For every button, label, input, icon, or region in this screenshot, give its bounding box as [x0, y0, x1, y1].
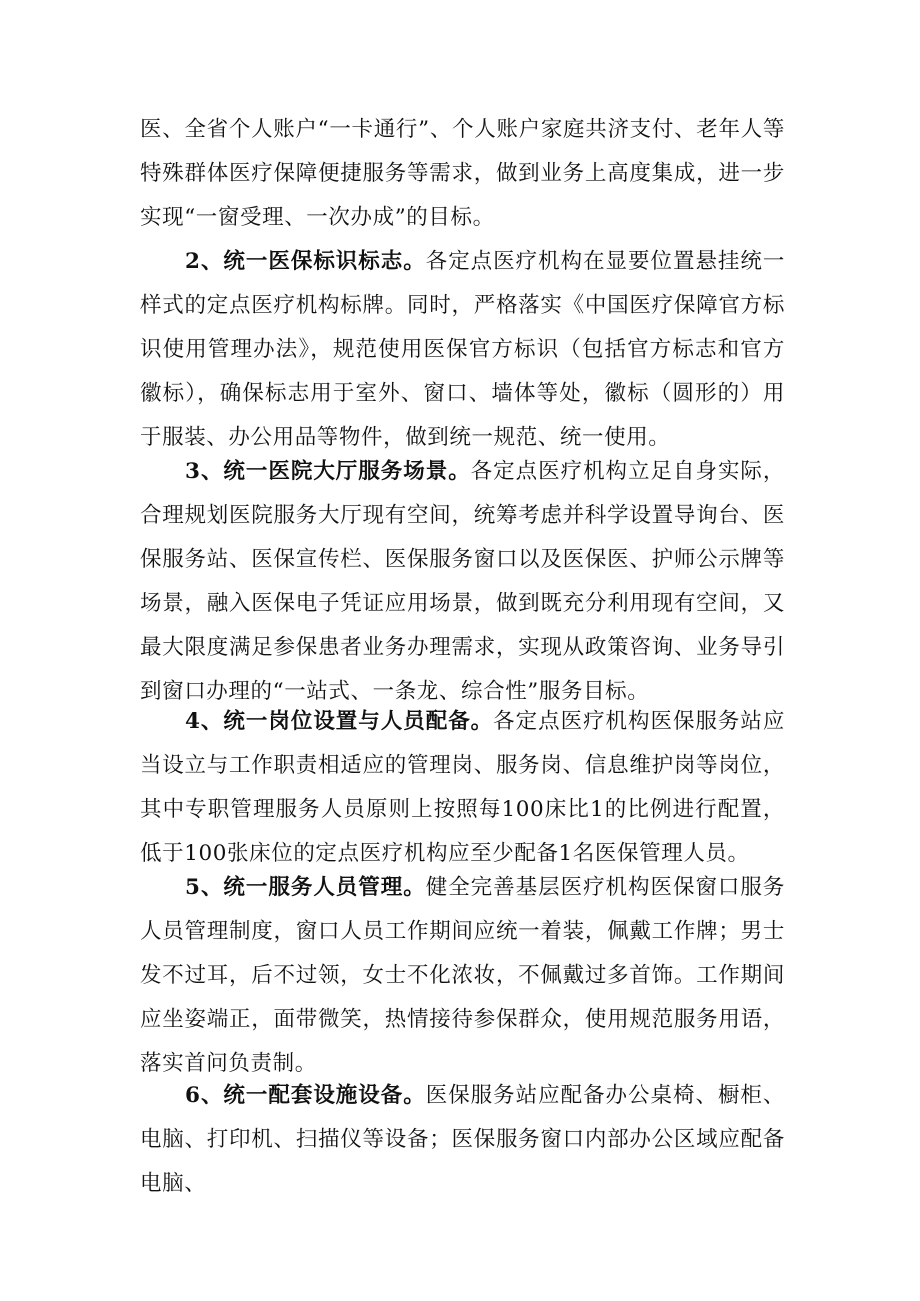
paragraph-item-4 [140, 700, 785, 876]
paragraph-item-5 [140, 866, 785, 1086]
paragraph-heading: 2、统一医保标识标志。 [185, 249, 426, 274]
paragraph-text: 各定点医疗机构立足自身实际，合理规划医院服务大厅现有空间，统筹考虑并科学设置导询台、医保服务站、医保宣传栏、医保服务窗口以及医保医、护师公示牌等场景，融入医保电子凭证应用场景，做到既充分利用现有空间，又最大限度满足参保患者业务办理需求，实现从政策咨询、业务导引到窗口办理的“一站式、一条龙、综合性”服务目标。 [140, 459, 786, 704]
paragraph-continuation [140, 108, 785, 240]
paragraph-heading: 6、统一配套设施设备。 [185, 1083, 426, 1108]
paragraph-heading: 5、统一服务人员管理。 [185, 875, 426, 900]
paragraph-text: 医、全省个人账户“一卡通行”、个人账户家庭共济支付、老年人等特殊群体医疗保障便捷服务等需求，做到业务上高度集成，进一步实现“一窗受理、一次办成”的目标。 [140, 117, 785, 230]
paragraph-text: 医保服务站应配备办公桌椅、橱柜、电脑、打印机、扫描仪等设备；医保服务窗口内部办公区域应配备电脑、 [140, 1083, 785, 1196]
paragraph-item-3 [140, 450, 785, 714]
paragraph-heading: 3、统一医院大厅服务场景。 [185, 459, 471, 484]
paragraph-heading: 4、统一岗位设置与人员配备。 [185, 709, 494, 734]
paragraph-text: 各定点医疗机构在显要位置悬挂统一样式的定点医疗机构标牌。同时，严格落实《中国医疗保障官方标识使用管理办法》，规范使用医保官方标识（包括官方标志和官方徽标），确保标志用于室外、窗口、墙体等处，徽标（圆形的）用于服装、办公用品等物件，做到统一规范、统一使用。 [140, 249, 785, 450]
paragraph-item-2 [140, 240, 785, 460]
paragraph-text: 健全完善基层医疗机构医保窗口服务人员管理制度，窗口人员工作期间应统一着装，佩戴工作牌；男士发不过耳，后不过领，女士不化浓妆，不佩戴过多首饰。工作期间应坐姿端正，面带微笑，热情接待参保群众，使用规范服务用语，落实首问负责制。 [140, 875, 785, 1076]
paragraph-text: 各定点医疗机构医保服务站应当设立与工作职责相适应的管理岗、服务岗、信息维护岗等岗位，其中专职管理服务人员原则上按照每100床比1的比例进行配置，低于100张床位的定点医疗机构应至少配备1名医保管理人员。 [140, 709, 785, 866]
paragraph-item-6 [140, 1074, 785, 1206]
